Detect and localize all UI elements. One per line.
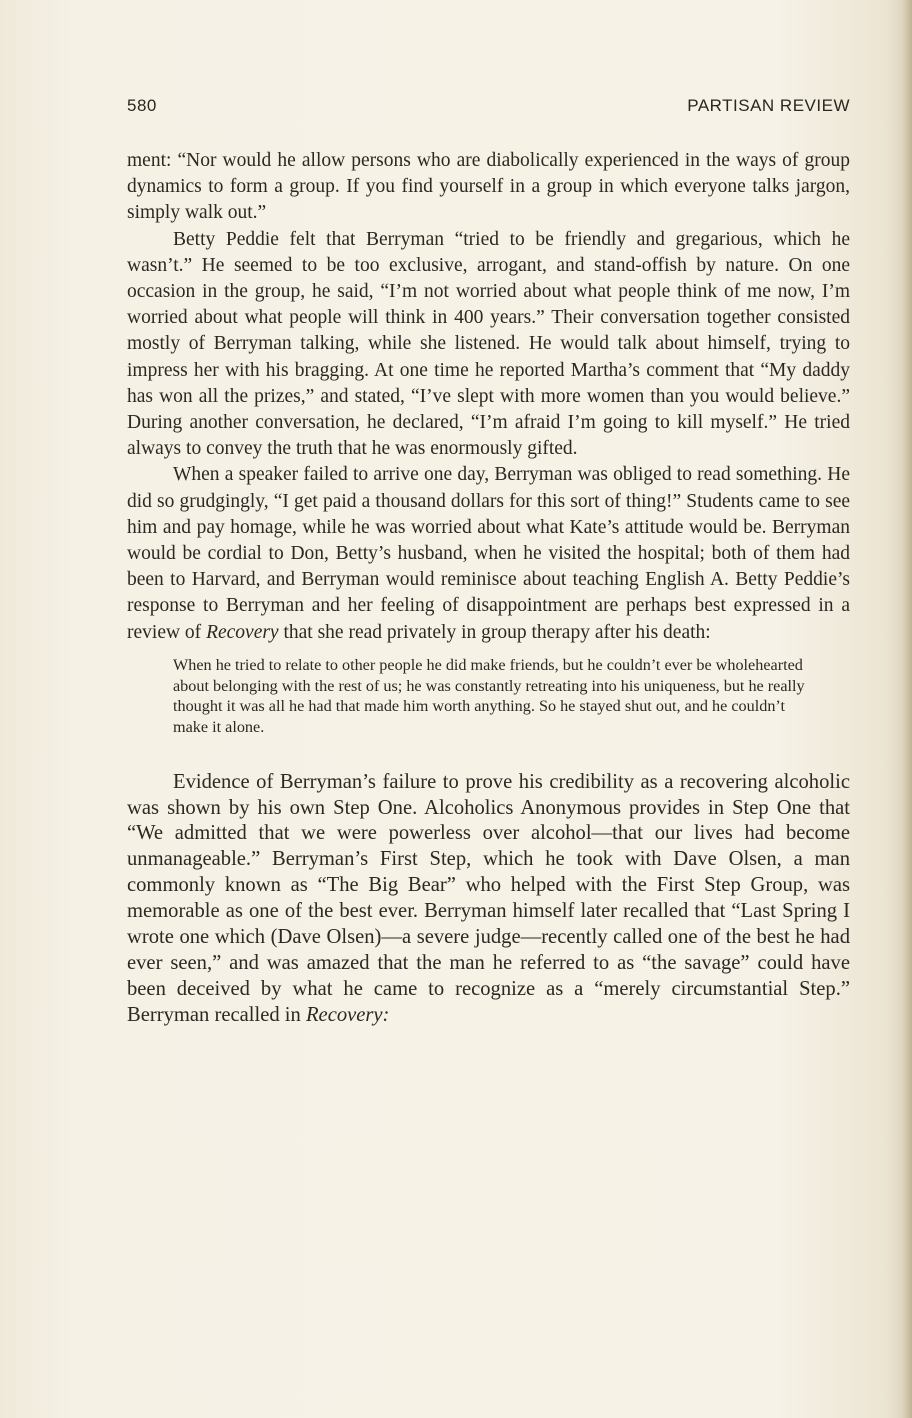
paragraph-betty-peddie: Betty Peddie felt that Berryman “tried to be friendly and gregarious, which he wasn’t.” He seemed to be too exclusive, arrogant, and stand-offish by nature. On one occasion in the group, he said, “I’m not worried about what people think of me now, I’m worried about what people will think in 400 years.” Their conversation together consisted mostly of Berryman talking, while she listened. He would talk about himself, trying to impress her with his bragging. At one time he reported Martha’s comment that “My daddy has won all the prizes,” and stated, “I’ve slept with more women than you would believe.” During another conversation, he declared, “I’m afraid I’m going to kill myself.” He tried always to convey the truth that he was enormously gifted. xyxy=(127,228,850,460)
block-quote: When he tried to relate to other people he did make friends, but he couldn’t ever be wholehearted about belonging with the rest of us; he was constantly retreating into his uniqueness, but he really thought it was all he had that made him worth anything. So he stayed shut out, and he couldn’t make it alone. xyxy=(173,655,805,736)
running-head xyxy=(127,96,850,120)
page-number: 580 xyxy=(127,96,157,115)
paragraph-speaker-failed xyxy=(127,462,850,645)
journal-title: PARTISAN REVIEW xyxy=(687,96,850,115)
page-edge-shadow xyxy=(902,0,912,1418)
paragraph-text: that she read privately in group therapy after his death: xyxy=(278,621,711,643)
body-text xyxy=(127,148,850,1029)
book-title-recovery: Recovery: xyxy=(305,1003,390,1026)
paragraph-text: When a speaker failed to arrive one day, Berryman was obliged to read something. He did so grudgingly, “I get paid a thousand dollars for this sort of thing!” Students came to see him and pay homage, while he was worried about what Kate’s attitude would be. Berryman would be cordial to Don, Betty’s husband, when he visited the hospital; both of them had been to Harvard, and Berryman would reminisce about teaching English A. Betty Peddie’s response to Berryman and her feeling of disappointment are perhaps best expressed in a review of xyxy=(127,464,850,643)
paragraph-text: Evidence of Berryman’s failure to prove his credibility as a recovering alcoholic was shown by his own Step One. Alcoholics Anonymous provides in Step One that “We admitted that we were powerless over alcohol—that our lives had become unmanageable.” Berryman’s First Step, which he took with Dave Olsen, a man commonly known as “The Big Bear” who helped with the First Step Group, was memorable as one of the best ever. Berryman himself later recalled that “Last Spring I wrote one which (Dave Olsen)—a severe judge—recently called one of the best he had ever seen,” and was amazed that the man he referred to as “the savage” could have been deceived by what he came to recognize as a “merely circumstantial Step.” Berryman recalled in xyxy=(127,770,850,1026)
paragraph-continuation: ment: “Nor would he allow persons who are diabolically experienced in the ways of group dynamics to form a group. If you find yourself in a group in which everyone talks jargon, simply walk out.” xyxy=(127,150,850,224)
paragraph-step-one xyxy=(127,770,850,1029)
book-title-recovery: Recovery xyxy=(206,621,279,643)
